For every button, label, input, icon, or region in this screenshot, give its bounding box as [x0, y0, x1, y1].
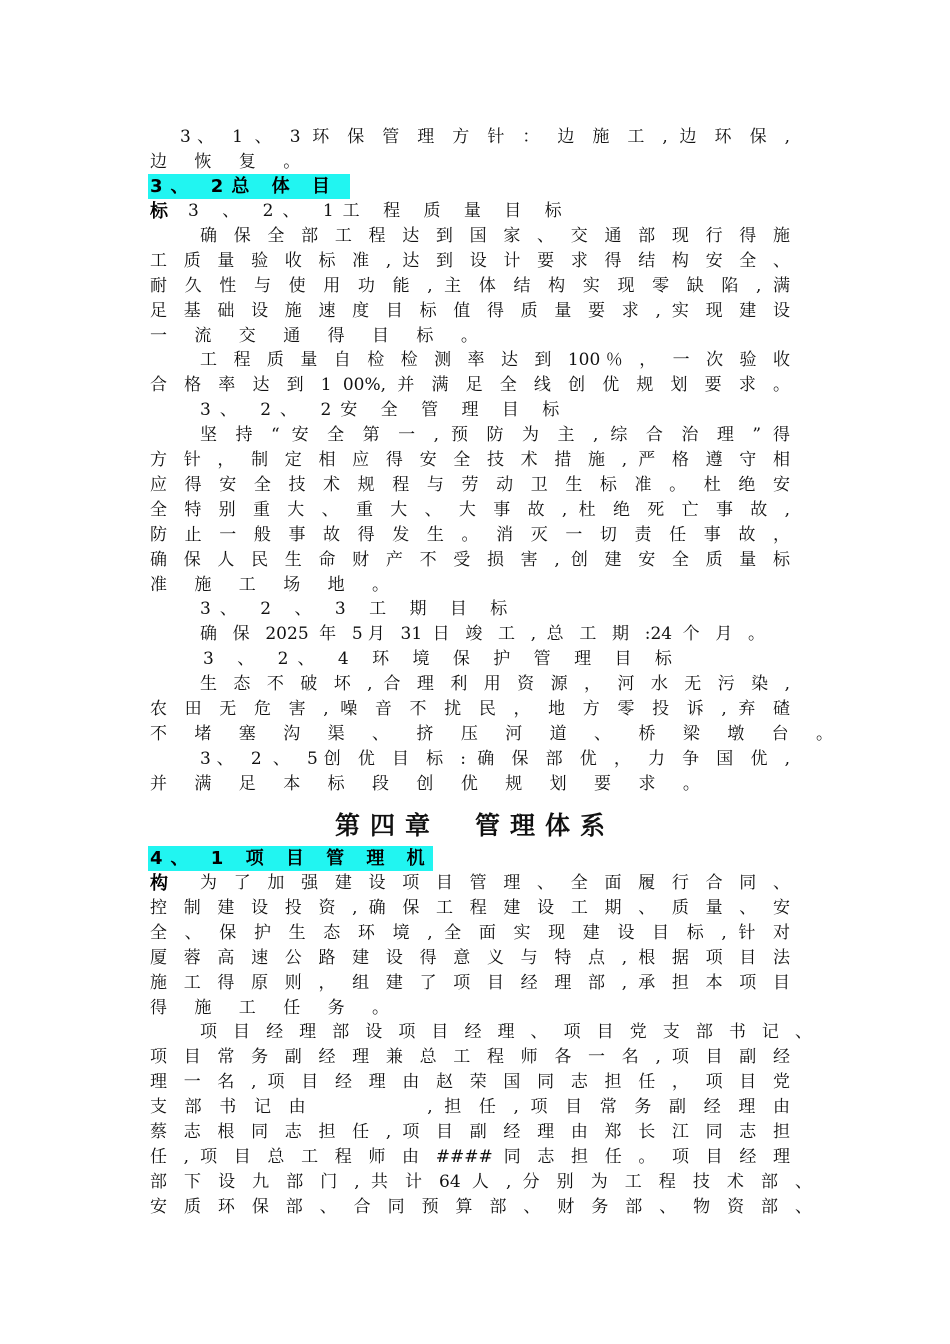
org-staff-line: 项 目 常 务 副 经 理 兼 总 工 程 师 各 一 名 , 项 目 副 经 — [150, 1047, 790, 1067]
safety-goal-title: 3、 2、 2安 全 管 理 目 标 — [200, 400, 569, 420]
env-paragraph-line: 农 田 无 危 害 , 噪 音 不 扰 民 ， 地 方 零 投 诉 , 弃 碴 — [150, 699, 790, 719]
env-paragraph-line: 不 堵 塞 沟 渠 、 挤 压 河 道 、 桥 梁 墩 台 。 — [150, 724, 845, 744]
env-policy-line-1: 3、 1 、 3 环 保 管 理 方 针 ： 边 施 工 , 边 环 保 , — [180, 127, 790, 147]
quality-check-line: 合 格 率 达 到 1 00%, 并 满 足 全 线 创 优 规 划 要 求 。 — [150, 375, 790, 395]
quality-paragraph-line: 确 保 全 部 工 程 达 到 国 家 、 交 通 部 现 行 得 施 — [200, 226, 790, 246]
safety-paragraph-line: 坚 持 “ 安 全 第 一 , 预 防 为 主 , 综 合 治 理 ” 得 — [200, 425, 790, 445]
schedule-paragraph: 确 保 2025 年 5月 31 日 竣 工 , 总 工 期 :24 个 月 。 — [200, 624, 765, 644]
section-heading-total-goal: 3、 2总 体 目 标 — [148, 174, 350, 199]
org-staff-line: 安 质 环 保 部 、 合 同 预 算 部 、 财 务 部 、 物 资 部 、 — [150, 1197, 812, 1217]
org-paragraph-line: 为 了 加 强 建 设 项 目 管 理 、 全 面 履 行 合 同 、 — [200, 873, 790, 893]
safety-paragraph-line: 准 施 工 场 地 。 — [150, 575, 401, 595]
env-paragraph-line: 生 态 不 破 坏 , 合 理 利 用 资 源 ， 河 水 无 污 染 , — [200, 674, 790, 694]
env-policy-line-2: 边 恢 复 。 — [150, 152, 312, 172]
safety-paragraph-line: 防 止 一 般 事 故 得 发 生 。 消 灭 一 切 责 任 事 故 ， — [150, 525, 790, 545]
schedule-goal-title: 3、 2 、 3 工 期 目 标 — [200, 599, 517, 619]
quality-paragraph-line: 一 流 交 通 得 目 标 。 — [150, 326, 489, 346]
award-paragraph-line: 3、 2 、 5创 优 目 标 : 确 保 部 优 ， 力 争 国 优 , — [200, 749, 790, 769]
quality-paragraph-line: 工 质 量 验 收 标 准 , 达 到 设 计 要 求 得 结 构 安 全 、 — [150, 251, 790, 271]
org-staff-line: 理 一 名 , 项 目 经 理 由 赵 荣 国 同 志 担 任 ， 项 目 党 — [150, 1072, 790, 1092]
safety-paragraph-line: 全 特 别 重 大 、 重 大 、 大 事 故 , 杜 绝 死 亡 事 故 , — [150, 500, 790, 520]
quality-check-line: 工 程 质 量 自 检 检 测 率 达 到 100％ ， 一 次 验 收 — [200, 350, 790, 370]
org-paragraph-line: 厦 蓉 高 速 公 路 建 设 得 意 义 与 特 点 , 根 据 项 目 法 — [150, 948, 790, 968]
quality-paragraph-line: 耐 久 性 与 使 用 功 能 , 主 体 结 构 实 现 零 缺 陷 , 满 — [150, 276, 790, 296]
section-heading-org: 4、 1 项 目 管 理 机 构 — [150, 848, 433, 894]
env-goal-title: 3 、 2、 4 环 境 保 护 管 理 目 标 — [203, 649, 681, 669]
org-paragraph-line: 控 制 建 设 投 资 , 确 保 工 程 建 设 工 期 、 质 量 、 安 — [150, 898, 790, 918]
org-staff-line: 蔡 志 根 同 志 担 任 , 项 目 副 经 理 由 郑 长 江 同 志 担 — [150, 1122, 790, 1142]
org-paragraph-line: 全 、 保 护 生 态 环 境 , 全 面 实 现 建 设 目 标 , 针 对 — [150, 923, 790, 943]
org-paragraph-line: 得 施 工 任 务 。 — [150, 998, 401, 1018]
org-staff-line: 部 下 设 九 部 门 , 共 计 64 人 , 分 别 为 工 程 技 术 部 、 — [150, 1172, 812, 1192]
org-staff-line: 支 部 书 记 由 , 担 任 , 项 目 常 务 副 经 理 由 — [150, 1097, 790, 1117]
safety-paragraph-line: 应 得 安 全 技 术 规 程 与 劳 动 卫 生 标 准 。 杜 绝 安 — [150, 475, 790, 495]
org-paragraph-line: 施 工 得 原 则 ， 组 建 了 项 目 经 理 部 , 承 担 本 项 目 — [150, 973, 790, 993]
org-staff-line: 任 , 项 目 总 工 程 师 由 #### 同 志 担 任 。 项 目 经 理 — [150, 1147, 790, 1167]
org-staff-line: 项 目 经 理 部 设 项 目 经 理 、 项 目 党 支 部 书 记 、 — [200, 1022, 812, 1042]
safety-paragraph-line: 方 针 ， 制 定 相 应 得 安 全 技 术 措 施 , 严 格 遵 守 相 — [150, 450, 790, 470]
chapter-title: 第四章 管理体系 — [334, 811, 615, 840]
safety-paragraph-line: 确 保 人 民 生 命 财 产 不 受 损 害 , 创 建 安 全 质 量 标 — [150, 550, 790, 570]
award-paragraph-line: 并 满 足 本 标 段 创 优 规 划 要 求 。 — [150, 774, 711, 794]
quality-goal-title: 3 、 2、 1工 程 质 量 目 标 — [188, 201, 571, 221]
quality-paragraph-line: 足 基 础 设 施 速 度 目 标 值 得 质 量 要 求 , 实 现 建 设 — [150, 301, 790, 321]
